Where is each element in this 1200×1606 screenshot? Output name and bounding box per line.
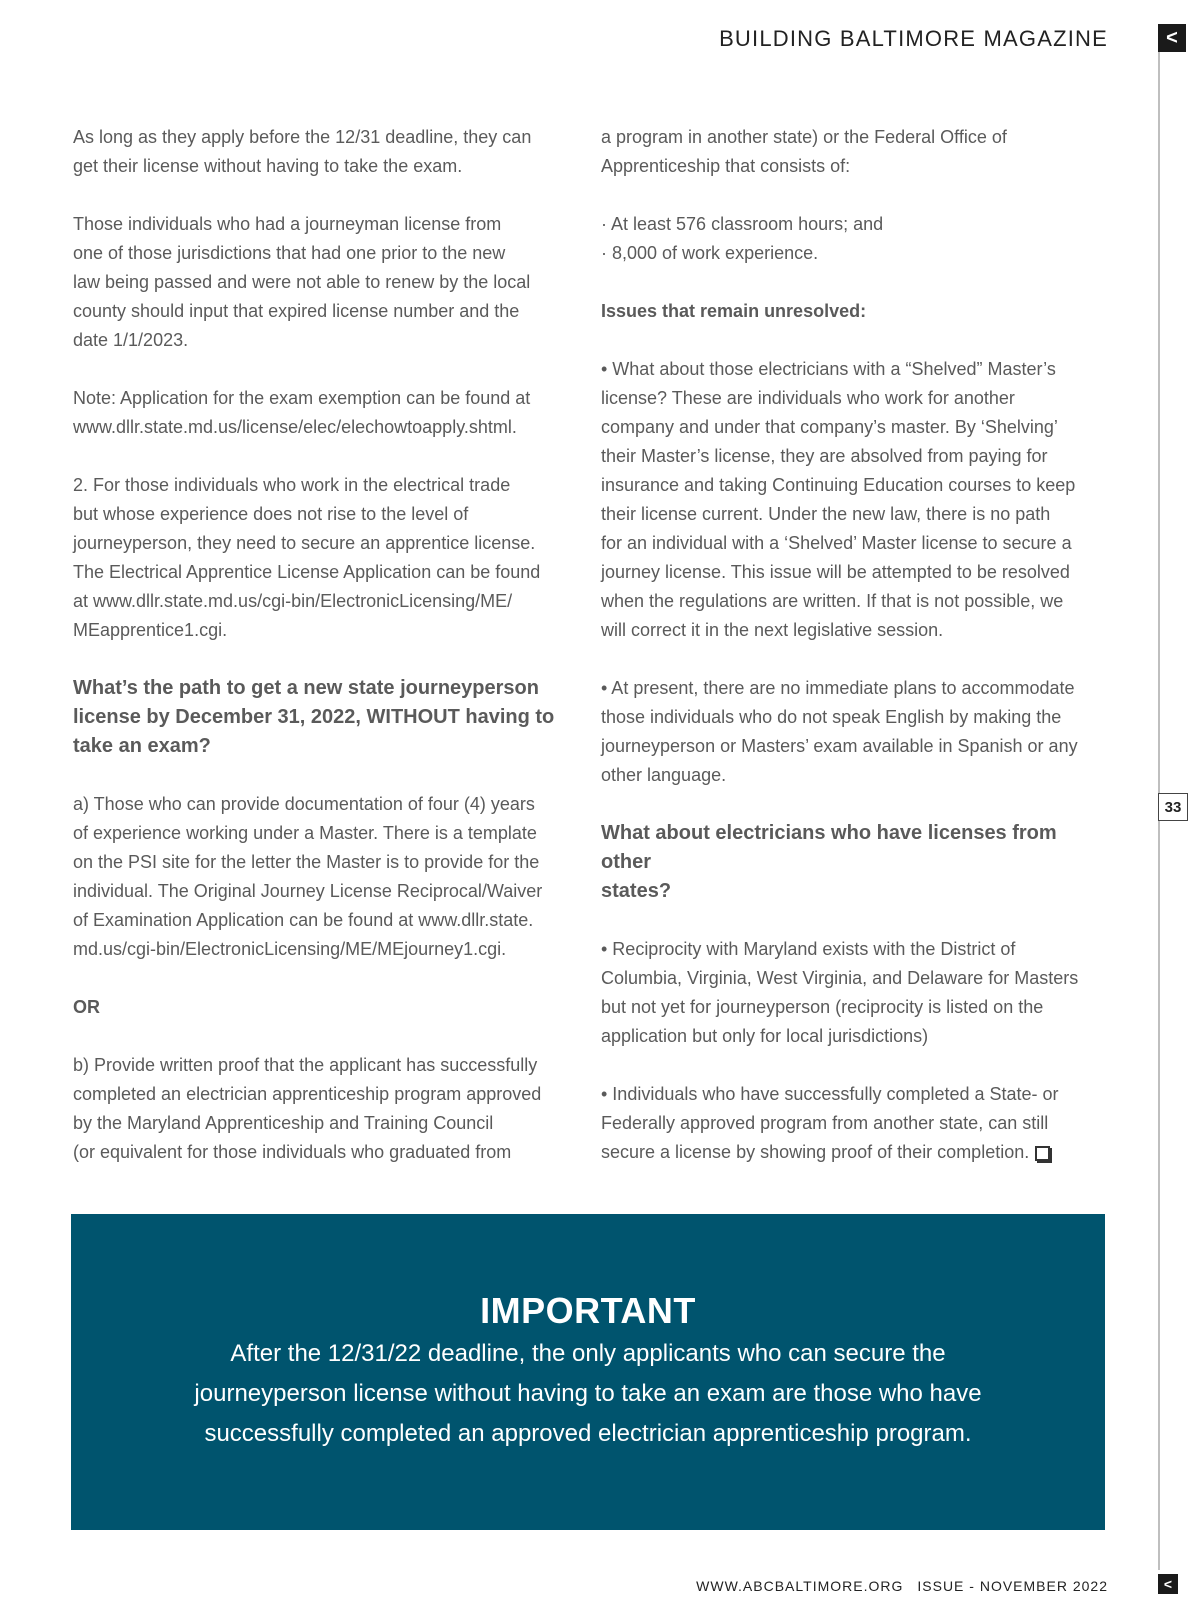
- paragraph: b) Provide written proof that the applicant has successfully completed an electrician apprenticeship program approved by the Maryland Apprenticeship and Training Council (or equivalent for those individuals who graduated from: [73, 1055, 542, 1162]
- or-separator: OR: [73, 997, 100, 1017]
- chevron-left-icon[interactable]: <: [1158, 24, 1186, 52]
- footer-website[interactable]: WWW.ABCBALTIMORE.ORG: [696, 1578, 904, 1594]
- subheading: Issues that remain unresolved:: [601, 301, 867, 321]
- chevron-left-icon[interactable]: <: [1158, 1574, 1178, 1594]
- left-column: [73, 123, 573, 1167]
- publication-title: BUILDING BALTIMORE MAGAZINE: [719, 26, 1108, 51]
- paragraph-text: • Individuals who have successfully completed a State- or Federally approved program from another state, can still secure a license by showing proof of their completion.: [601, 1084, 1059, 1162]
- paragraph-with-end-mark: [601, 1080, 1111, 1167]
- paragraph: a program in another state) or the Federal Office of Apprenticeship that consists of:: [601, 127, 1007, 176]
- section-heading: What about electricians who have licenses from other states?: [601, 822, 1057, 902]
- paragraph: a) Those who can provide documentation of four (4) years of experience working under a Master. There is a template on the PSI site for the letter the Master is to provide for the individual. The Original Journey License Reciprocal/Waiver of Examination Application can be found at www.dllr.state. md.us/cgi-bin/ElectronicLicensing/ME/MEjourney1.cgi.: [73, 794, 543, 959]
- paragraph: Note: Application for the exam exemption can be found at www.dllr.state.md.us/license/elec/elechowtoapply.shtml.: [73, 388, 531, 437]
- important-callout: [71, 1214, 1105, 1530]
- callout-title: IMPORTANT: [480, 1290, 696, 1331]
- paragraph: Those individuals who had a journeyman license from one of those jurisdictions that had one prior to the new law being passed and were not able to renew by the local county should input that expired license number and the date 1/1/2023.: [73, 214, 531, 350]
- callout-body: After the 12/31/22 deadline, the only applicants who can secure the journeyperson license without having to take an exam are those who have successfully completed an approved electrician apprenticeship program.: [194, 1340, 982, 1447]
- paragraph: 2. For those individuals who work in the electrical trade but whose experience does not rise to the level of journeyperson, they need to secure an apprentice license. The Electrical Apprentice License Application can be found at www.dllr.state.md.us/cgi-bin/ElectronicLicensing/ME/ MEapprentice1.cgi.: [73, 475, 541, 640]
- footer: [696, 1578, 1108, 1594]
- footer-issue: ISSUE - NOVEMBER 2022: [917, 1578, 1108, 1594]
- page-number: 33: [1158, 793, 1188, 821]
- right-column: [601, 123, 1111, 1167]
- requirements-list: · At least 576 classroom hours; and · 8,000 of work experience.: [601, 214, 884, 263]
- paragraph: • Reciprocity with Maryland exists with the District of Columbia, Virginia, West Virginia, and Delaware for Masters but not yet for journeyperson (reciprocity is listed on the application but only for local jurisdictions): [601, 939, 1079, 1046]
- paragraph: • What about those electricians with a “Shelved” Master’s license? These are individuals who work for another company and under that company’s master. By ‘Shelving’ their Master’s license, they are absolved from paying for insurance and taking Continuing Education courses to keep their license current. Under the new law, there is no path for an individual with a ‘Shelved’ Master license to secure a journey license. This issue will be attempted to be resolved when the regulations are written. If that is not possible, we will correct it in the next legislative session.: [601, 359, 1076, 640]
- section-heading: What’s the path to get a new state journeyperson license by December 31, 2022, WITHOUT having to take an exam?: [73, 677, 555, 757]
- end-of-article-box-icon: [1035, 1146, 1050, 1161]
- paragraph: As long as they apply before the 12/31 deadline, they can get their license without having to take the exam.: [73, 127, 532, 176]
- paragraph: • At present, there are no immediate plans to accommodate those individuals who do not speak English by making the journeyperson or Masters’ exam available in Spanish or any other language.: [601, 678, 1078, 785]
